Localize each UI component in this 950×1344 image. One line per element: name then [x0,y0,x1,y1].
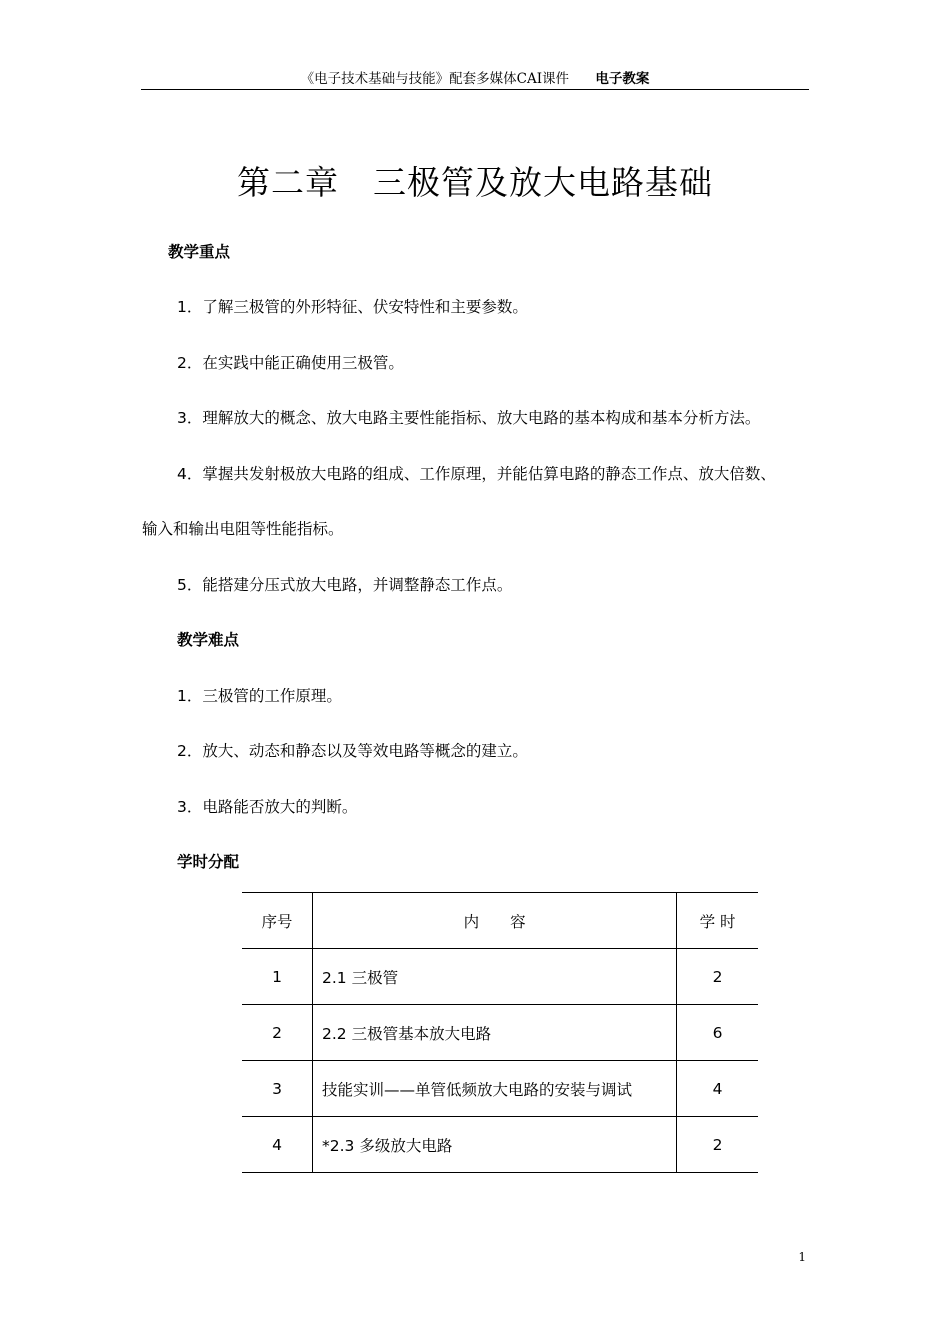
row-number: 3 [242,1061,313,1117]
focus-heading: 教学重点 [168,243,231,261]
schedule-table [242,892,758,1173]
table-header-row [242,893,758,949]
column-header-no: 序号 [242,893,313,949]
difficulty-item: 3．电路能否放大的判断。 [177,798,358,816]
focus-item: 1．了解三极管的外形特征、伏安特性和主要参数。 [177,298,528,316]
chapter-title [0,163,950,203]
page-header [141,70,809,90]
focus-item: 2．在实践中能正确使用三极管。 [177,354,404,372]
table-row [242,949,758,1005]
header-doc-type: 电子教案 [595,71,650,87]
chapter-number: 第二章 [237,163,339,202]
focus-item: 4．掌握共发射极放大电路的组成、工作原理，并能估算电路的静态工作点、放大倍数、 [177,465,776,483]
row-number: 2 [242,1005,313,1061]
row-content: 技能实训——单管低频放大电路的安装与调试 [313,1061,677,1117]
difficulty-item: 1．三极管的工作原理。 [177,687,342,705]
focus-item-continued: 输入和输出电阻等性能指标。 [142,520,344,538]
difficulty-item: 2．放大、动态和静态以及等效电路等概念的建立。 [177,742,528,760]
row-content: *2.3 多级放大电路 [313,1117,677,1173]
table-row [242,1117,758,1173]
row-hours: 2 [677,949,758,1005]
schedule-heading: 学时分配 [177,853,240,871]
row-hours: 6 [677,1005,758,1061]
column-header-content: 内 容 [313,893,677,949]
row-hours: 2 [677,1117,758,1173]
row-number: 4 [242,1117,313,1173]
difficulty-heading: 教学难点 [177,631,240,649]
table-row [242,1061,758,1117]
page-number: 1 [798,1250,806,1264]
row-content: 2.1 三极管 [313,949,677,1005]
row-number: 1 [242,949,313,1005]
chapter-name: 三极管及放大电路基础 [373,163,713,202]
row-content: 2.2 三极管基本放大电路 [313,1005,677,1061]
focus-item: 3．理解放大的概念、放大电路主要性能指标、放大电路的基本构成和基本分析方法。 [177,409,761,427]
table-row [242,1005,758,1061]
column-header-hours: 学 时 [677,893,758,949]
row-hours: 4 [677,1061,758,1117]
focus-item: 5．能搭建分压式放大电路，并调整静态工作点。 [177,576,513,594]
header-course-title: 《电子技术基础与技能》配套多媒体CAI课件 [300,71,570,87]
